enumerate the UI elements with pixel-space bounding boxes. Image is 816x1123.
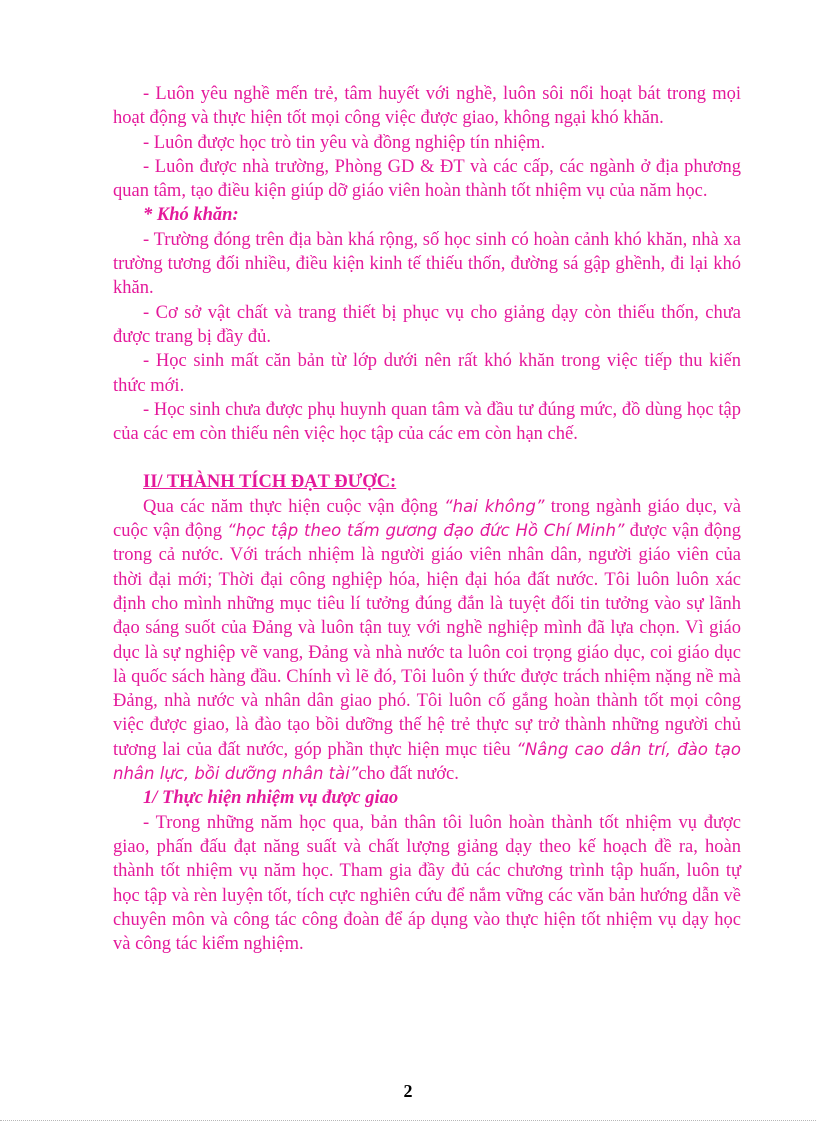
- goal-quote: “Nâng cao dân trí, đào tạo nhân lực, bồi dưỡng nhân tài”: [113, 739, 741, 784]
- advantage-paragraph: - Luôn yêu nghề mến trẻ, tâm huyết với nghề, luôn sôi nổi hoạt bát trong mọi hoạt động và thực hiện tốt mọi công việc được giao, không ngại khó khăn.: [113, 84, 741, 129]
- difficulties-heading: * Khó khăn:: [143, 205, 239, 226]
- difficulty-paragraph: - Học sinh mất căn bản từ lớp dưới nên rất khó khăn trong việc tiếp thu kiến thức mới.: [113, 351, 741, 396]
- achievements-text: cho đất nước.: [358, 764, 459, 785]
- achievements-text: Qua các năm thực hiện cuộc vận động: [143, 496, 445, 517]
- difficulty-paragraph: - Trường đóng trên địa bàn khá rộng, số học sinh có hoàn cảnh khó khăn, nhà xa trường tương đối nhiều, điều kiện kinh tế thiếu thốn, đường sá gập ghềnh, đi lại khó khăn.: [113, 229, 741, 299]
- page-number: 2: [403, 1081, 413, 1101]
- achievements-text: được vận động trong cả nước. Với trách nhiệm là người giáo viên nhân dân, người giáo viên của thời đại mới; Thời đại công nghiệp hóa, hiện đại hóa đất nước. Tôi luôn luôn xác định cho mình những mục tiêu lí tưởng đúng đắn là tuyệt đối tin tưởng vào sự lãnh đạo sáng suốt của Đảng và luôn tận tuỵ với nghề nghiệp mình đã lựa chọn. Vì giáo dục là sự nghiệp vẽ vang, Đảng và nhà nước ta luôn coi trọng giáo dục, coi giáo dục là quốc sách hàng đầu. Chính vì lẽ đó, Tôi luôn ý thức được trách nhiệm nặng nề mà Đảng, nhà nước và nhân dân giao phó. Tôi luôn cố gắng hoàn thành tốt mọi công việc được giao, là đào tạo bồi dưỡng thế hệ trẻ thực sự trở thành những người chủ tương lai của đất nước, góp phần thực hiện mục tiêu: [113, 521, 742, 760]
- task-paragraph: - Trong những năm học qua, bản thân tôi luôn hoàn thành tốt nhiệm vụ được giao, phấn đấu đạt năng suất và chất lượng giảng dạy theo kế hoạch đề ra, hoàn thành tốt nhiệm vụ năm học. Tham gia đầy đủ các chương trình tập huấn, luôn tự học tập và rèn luyện tốt, tích cực nghiên cứu để nắm vững các văn bản hướng dẫn về chuyên môn và công tác công đoàn để áp dụng vào thực hiện tốt nhiệm vụ dạy học và công tác kiểm nghiệm.: [113, 812, 741, 955]
- footer-divider: [0, 1120, 816, 1121]
- advantage-paragraph: - Luôn được nhà trường, Phòng GD & ĐT và các cấp, các ngành ở địa phương quan tâm, tạo điều kiện giúp dỡ giáo viên hoàn thành tốt nhiệm vụ của năm học.: [113, 156, 741, 202]
- advantage-paragraph: - Luôn được học trò tin yêu và đồng nghiệp tín nhiệm.: [143, 132, 546, 153]
- achievements-text: trong ngành giáo dục, và cuộc vận động: [113, 496, 741, 542]
- difficulty-paragraph: - Cơ sở vật chất và trang thiết bị phục vụ cho giảng dạy còn thiếu thốn, chưa được trang bị đầy đủ.: [113, 302, 741, 347]
- campaign-quote: “học tập theo tấm gương đạo đức Hồ Chí Minh”: [227, 521, 625, 541]
- achievements-paragraph: [113, 495, 741, 787]
- task-heading: 1/ Thực hiện nhiệm vụ được giao: [143, 788, 399, 809]
- document-page: [113, 82, 741, 956]
- campaign-quote: “hai không”: [444, 496, 545, 516]
- achievements-heading: II/ THÀNH TÍCH ĐẠT ĐƯỢC:: [143, 472, 397, 493]
- difficulty-paragraph: - Học sinh chưa được phụ huynh quan tâm và đầu tư đúng mức, đồ dùng học tập của các em còn thiếu nên việc học tập của các em còn hạn chế.: [113, 399, 741, 445]
